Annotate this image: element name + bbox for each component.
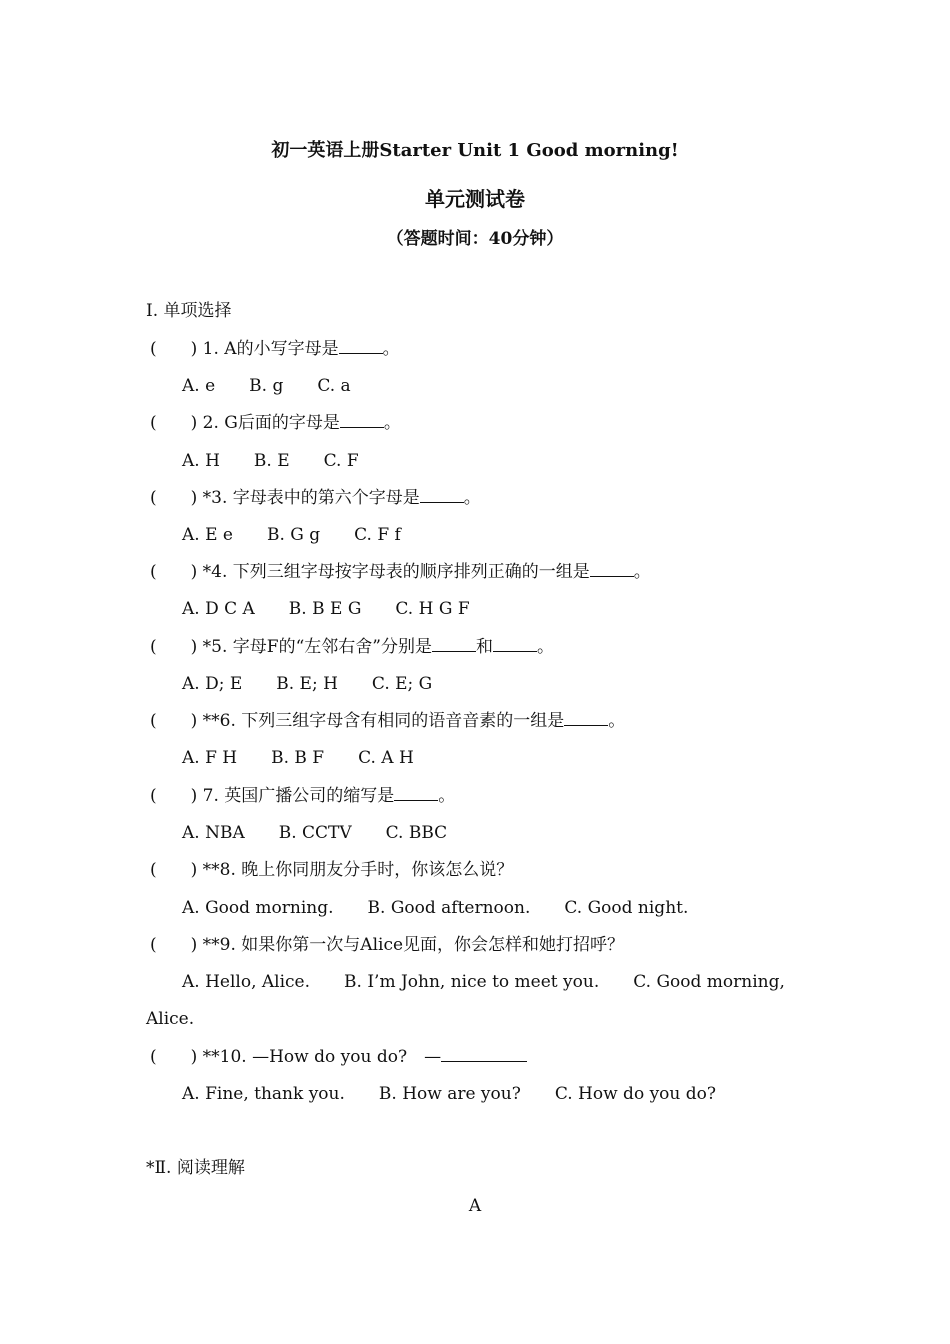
answer-blank: [590, 562, 634, 577]
question-10-options: A. Fine, thank you. B. How are you? C. How do you do?: [182, 1084, 717, 1104]
answer-blank: [394, 786, 438, 801]
answer-blank: [339, 339, 383, 354]
answer-blank: [493, 637, 537, 652]
question-9-options-continued: Alice.: [146, 1009, 195, 1029]
question-1: ( ) 1. A的小写字母是 。: [150, 339, 400, 359]
exam-title: 初一英语上册Starter Unit 1 Good morning!: [271, 140, 679, 161]
exam-subtitle: 单元测试卷: [425, 187, 525, 211]
question-9: ( ) **9. 如果你第一次与Alice见面，你会怎样和她打招呼？: [150, 935, 625, 955]
question-1-options: A. e B. g C. a: [182, 376, 351, 396]
question-2-options: A. H B. E C. F: [182, 451, 359, 471]
question-3-options: A. E e B. G g C. F f: [182, 525, 401, 545]
question-8-options: A. Good morning. B. Good afternoon. C. Good night.: [182, 898, 689, 918]
section-heading-2: *Ⅱ. 阅读理解: [146, 1158, 245, 1178]
passage-label: A: [468, 1196, 482, 1216]
section-heading-1: Ⅰ. 单项选择: [146, 301, 232, 321]
question-5-options: A. D; E B. E; H C. E; G: [182, 674, 433, 694]
question-8: ( ) **8. 晚上你同朋友分手时，你该怎么说？: [150, 860, 514, 880]
question-4: ( ) *4. 下列三组字母按字母表的顺序排列正确的一组是 。: [150, 562, 651, 582]
question-10: ( ) **10. —How do you do? —: [150, 1046, 527, 1068]
question-6: ( ) **6. 下列三组字母含有相同的语音音素的一组是 。: [150, 711, 626, 731]
question-2: ( ) 2. G后面的字母是 。: [150, 413, 401, 433]
answer-blank: [432, 637, 476, 652]
answer-blank: [420, 488, 464, 503]
question-9-options: A. Hello, Alice. B. I’m John, nice to meet you. C. Good morning,: [182, 972, 785, 992]
answer-blank: [564, 711, 608, 726]
question-3: ( ) *3. 字母表中的第六个字母是 。: [150, 488, 481, 508]
question-6-options: A. F H B. B F C. A H: [182, 748, 414, 768]
question-7-options: A. NBA B. CCTV C. BBC: [182, 823, 448, 843]
question-4-options: A. D C A B. B E G C. H G F: [182, 599, 470, 619]
time-note: （答题时间：40分钟）: [386, 229, 564, 249]
answer-blank: [441, 1047, 527, 1062]
answer-blank: [340, 413, 384, 428]
question-5: ( ) *5. 字母F的“左邻右舍”分别是 和 。: [150, 637, 554, 657]
question-7: ( ) 7. 英国广播公司的缩写是 。: [150, 786, 456, 806]
